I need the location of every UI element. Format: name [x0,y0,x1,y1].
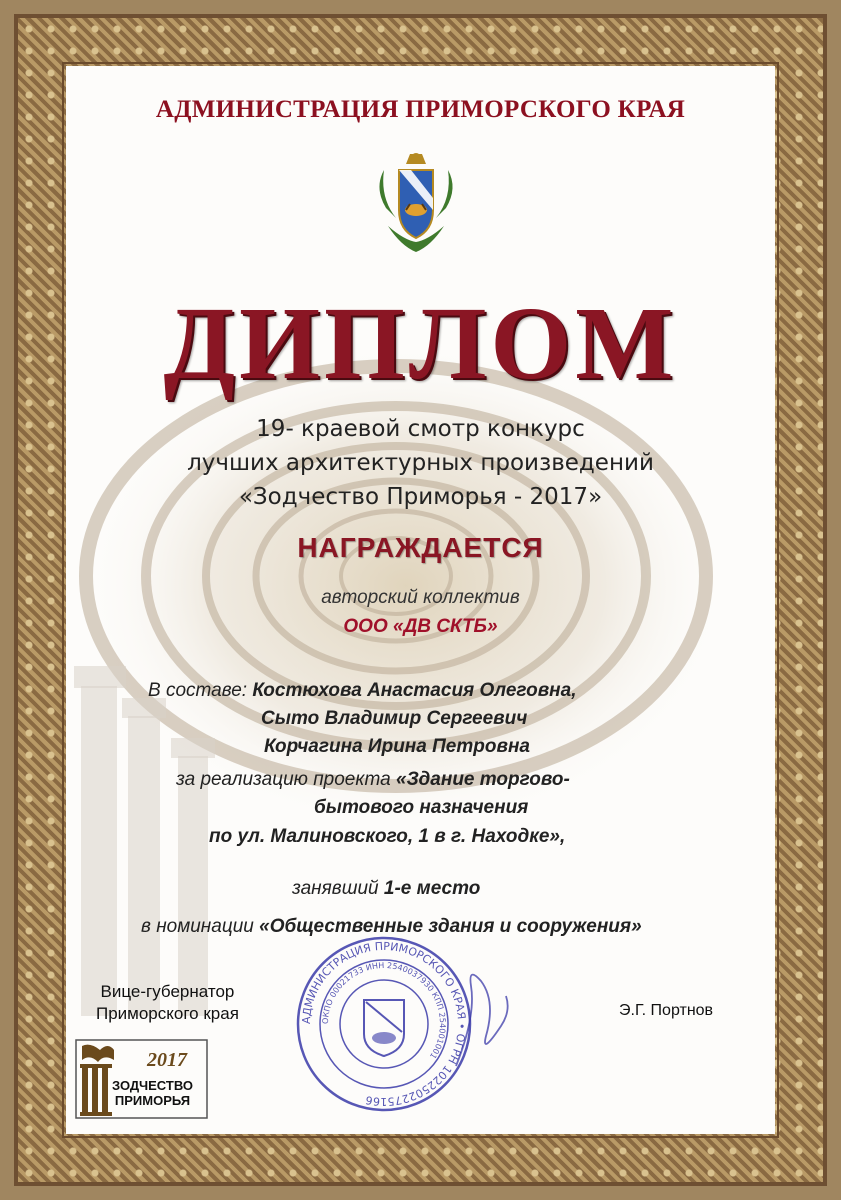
project-name-1: «Здание торгово- [396,769,570,790]
contest-line-3: «Зодчество Приморья - 2017» [238,484,603,510]
nomination-value: «Общественные здания и сооружения» [259,916,642,937]
logo-line-2: ПРИМОРЬЯ [114,1093,191,1108]
awarded-heading: НАГРАЖДАЕТСЯ [297,532,544,563]
company-name: ООО «ДВ СКТБ» [343,616,498,637]
position-line-2: Приморского края [96,1004,239,1023]
administration-title: АДМИНИСТРАЦИЯ ПРИМОРСКОГО КРАЯ [155,96,686,123]
member-3: Корчагина Ирина Петровна [264,736,530,757]
project-name-2: бытового назначения [314,797,529,818]
nomination-prefix: в номинации [141,916,254,937]
position-line-1: Вице-губернатор [100,982,235,1001]
member-1: Костюхова Анастасия Олеговна, [252,680,577,701]
project-prefix: за реализацию проекта [176,769,391,790]
frame-inner-line [62,62,779,1138]
member-2: Сыто Владимир Сергеевич [261,708,528,729]
place-prefix: занявший [292,878,379,899]
signatory-name: Э.Г. Портнов [619,1002,714,1019]
project-name-3: по ул. Малиновского, 1 в г. Находке», [209,826,566,847]
contest-line-1: 19- краевой смотр конкурс [256,416,585,442]
place-value: 1-е место [383,878,481,899]
contest-line-2: лучших архитектурных произведений [187,450,654,476]
collective-label: авторский коллектив [321,587,520,608]
logo-year: 2017 [147,1049,187,1071]
stamp-outer-text: АДМИНИСТРАЦИЯ ПРИМОРСКОГО КРАЯ • ОГРН 1022502275166 [299,939,469,1109]
diploma-title: ДИПЛОМ [163,286,678,401]
members-prefix: В составе: [148,680,248,701]
logo-line-1: ЗОДЧЕСТВО [112,1078,193,1093]
stamp-inner-text: ОКПО 00021733 ИНН 2540037930 КПП 254001001 [320,960,448,1061]
